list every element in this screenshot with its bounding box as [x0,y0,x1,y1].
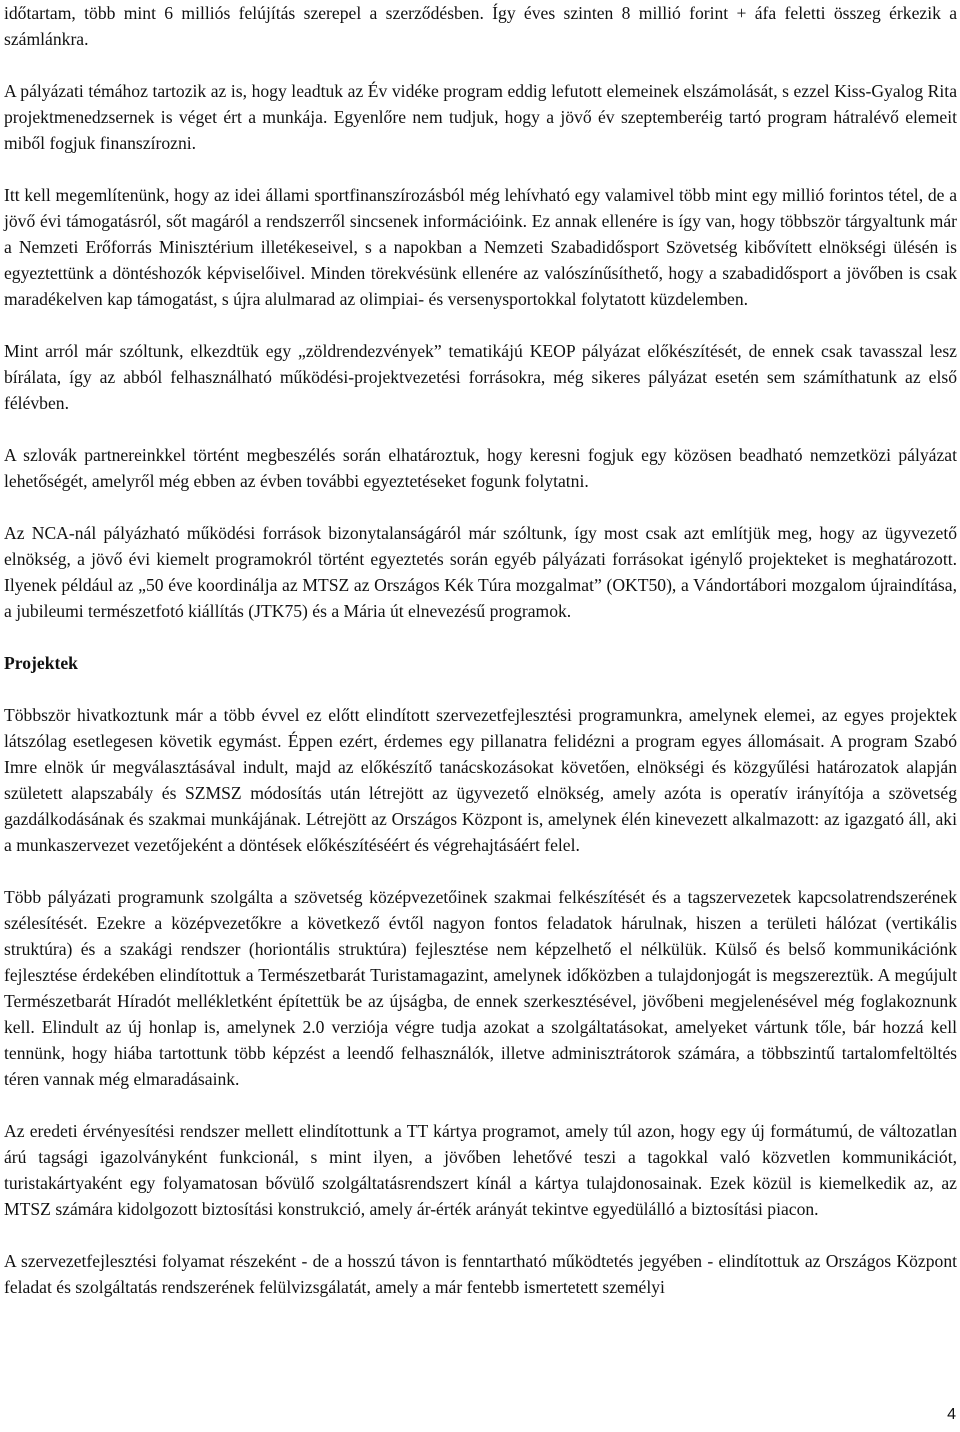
paragraph-2: A pályázati témához tartozik az is, hogy leadtuk az Év vidéke program eddig lefutott elemeinek elszámolását, s ezzel Kiss-Gyalog Rita projektmenedzsernek is véget ért a munkája. Egyenlőre nem tudjuk, hogy a jövő év szeptemberéig tartó program hátralévő elemeit miből fogjuk finanszírozni. [4,81,957,153]
paragraph-9: Az eredeti érvényesítési rendszer mellett elindítottunk a TT kártya programot, amely túl azon, hogy egy új formátumú, de változatlan árú tagsági igazolványként funkcionál, s mint ilyen, a jövőben lehetővé teszi a tagokkal való közvetlen kommunikációt, turistakártyaként egy folyamatosan bővülő szolgáltatásrendszert kínál a kártya tulajdonosainak. Ezek közül is kiemelkedik az, az MTSZ számára kidolgozott biztosítási konstrukció, amely ár-érték arányát tekintve egyedülálló a biztosítási piacon. [4,1121,957,1219]
paragraph-1: időtartam, több mint 6 milliós felújítás szerepel a szerződésben. Így éves szinten 8 millió forint + áfa feletti összeg érkezik a számlánkra. [4,3,957,49]
paragraph-10: A szervezetfejlesztési folyamat részeként - de a hosszú távon is fenntartható működtetés jegyében - elindítottuk az Országos Központ feladat és szolgáltatás rendszerének felülvizsgálatát, amely a már fentebb ismertetett személyi [4,1251,957,1297]
paragraph-6: Az NCA-nál pályázható működési források bizonytalanságáról már szóltunk, így most csak azt említjük meg, hogy az ügyvezető elnökség, a jövő évi kiemelt programokról történt egyeztetés során egyéb pályázati forrásokat igénylő projekteket is meghatározott. Ilyenek például az „50 éve koordinálja az MTSZ az Országos Kék Túra mozgalmat” (OKT50), a Vándortábori mozgalom újraindítása, a jubileumi természetfotó kiállítás (JTK75) és a Mária út elnevezésű programok. [4,523,957,621]
section-heading: Projektek [4,653,78,673]
paragraph-4: Mint arról már szóltunk, elkezdtük egy „zöldrendezvények” tematikájú KEOP pályázat előkészítését, de ennek csak tavasszal lesz bírálata, így az abból felhasználható működési-projektvezetési forrásokra, még sikeres pályázat esetén sem számíthatunk az első félévben. [4,341,957,413]
page-number: 4 [947,1406,956,1423]
document-page [4,0,957,1326]
paragraph-3: Itt kell megemlítenünk, hogy az idei állami sportfinanszírozásból még lehívható egy valamivel több mint egy millió forintos tétel, de a jövő évi támogatásról, sőt magáról a rendszerről sincsenek információink. Ez annak ellenére is így van, hogy többször tárgyaltunk már a Nemzeti Erőforrás Minisztérium illetékeseivel, s a napokban a Nemzeti Szabadidősport Szövetség kibővített elnökségi ülésén is egyeztettünk a döntéshozók képviselőivel. Minden törekvésünk ellenére az valószínűsíthető, hogy a szabadidősport a jövőben is csak maradékelven kap támogatást, s újra alulmarad az olimpiai- és versenysportokkal folytatott küzdelemben. [4,185,957,309]
paragraph-7: Többször hivatkoztunk már a több évvel ez előtt elindított szervezetfejlesztési programunkra, amelynek elemei, az egyes projektek látszólag esetlegesen követik egymást. Éppen ezért, érdemes egy pillanatra felidézni a program egyes állomásait. A program Szabó Imre elnök úr megválasztásával indult, majd az előkészítő tanácskozásokat követően, elnökségi és közgyűlési határozatok alapján született alapszabály és SZMSZ módosítás után létrejött az ügyvezető elnökség, amely azóta is operatív irányítója a szövetség gazdálkodásának és szakmai munkájának. Létrejött az Országos Központ is, amelynek élén kinevezett alkalmazott: az igazgató áll, aki a munkaszervezet vezetőjeként a döntések előkészítéséért és végrehajtásáért felel. [4,705,957,855]
paragraph-5: A szlovák partnereinkkel történt megbeszélés során elhatároztuk, hogy keresni fogjuk egy közösen beadható nemzetközi pályázat lehetőségét, amelyről még ebben az évben további egyeztetéseket fogunk folytatni. [4,445,957,491]
paragraph-8: Több pályázati programunk szolgálta a szövetség középvezetőinek szakmai felkészítését és a tagszervezetek kapcsolatrendszerének szélesítését. Ezekre a középvezetőkre a következő évtől nagyon fontos feladatok hárulnak, hiszen a területi hálózat (vertikális struktúra) és a szakági rendszer (horiontális struktúra) fejlesztése nem képzelhető el nélkülük. Külső és belső kommunikációnk fejlesztése érdekében elindítottuk a Természetbarát Turistamagazint, amelynek időközben a tulajdonjogát is megszereztük. A megújult Természetbarát Híradót mellékletként építettük be az újságba, de ennek szerkesztésével, jövőbeni megjelenésével még foglakoznunk kell. Elindult az új honlap is, amelynek 2.0 verziója végre tudja azokat a szolgáltatásokat, amelyeket vártunk tőle, bár hozzá kell tennünk, hogy hiába tartottunk több képzést a leendő felhasználók, illetve adminisztrátorok számára, a többszintű tartalomfeltöltés téren vannak még elmaradásaink. [4,887,957,1089]
